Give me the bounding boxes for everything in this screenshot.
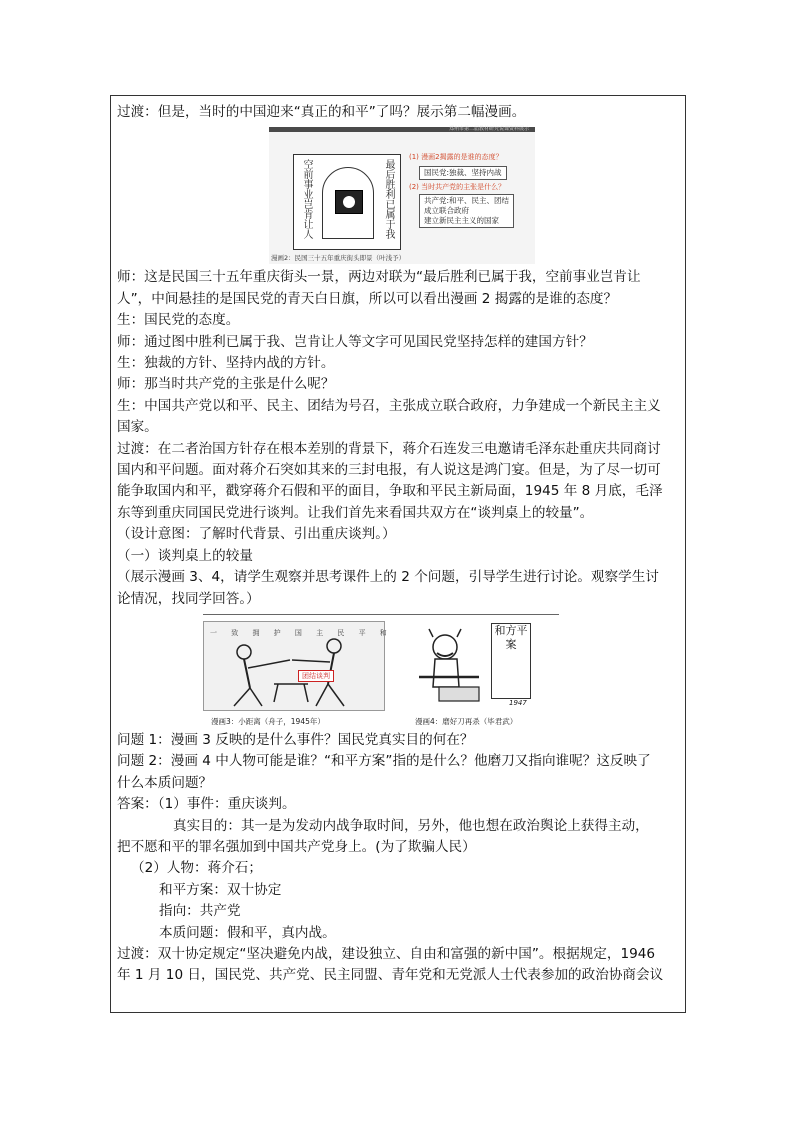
- slide-header: 郑州市第二届教材研究说课资料展示: [448, 126, 529, 133]
- text-line: 生：中国共产党以和平、民主、团结为号召，主张成立联合政府，力争建成一个新民主主义: [117, 397, 661, 414]
- text-line: 真实目的：其一是为发动内战争取时间，另外，他也想在政治舆论上获得主动，: [173, 817, 649, 834]
- answer-2-line: 成立联合政府: [424, 206, 469, 216]
- flag-icon: [335, 190, 363, 214]
- text-line: 和平方案：双十协定: [159, 881, 282, 898]
- gate-illustration: [293, 154, 401, 250]
- text-line: 问题 2：漫画 4 中人物可能是谁？“和平方案”指的是什么？他磨刀又指向谁呢？这反映了: [117, 753, 651, 770]
- text-line: 生：国民党的态度。: [117, 312, 240, 329]
- question-1: (1) 漫画2揭露的是谁的态度？: [409, 153, 503, 162]
- text-line: （设计意图：了解时代背景、引出重庆谈判。）: [117, 526, 396, 543]
- cartoon-2-caption: 漫画2：民国三十五年重庆街头即景（叶浅予）: [271, 254, 406, 263]
- text-line: 什么本质问题？: [117, 774, 213, 791]
- couplet-left: 空前事业岂肯让人: [301, 159, 312, 240]
- text-line: 答案：（1）事件：重庆谈判。: [117, 796, 296, 813]
- cartoons-3-4-figure: [203, 614, 559, 727]
- gate-arch: [322, 167, 374, 239]
- text-line: 把不愿和平的罪名强加到中国共产党身上。(为了欺骗人民）: [117, 838, 476, 855]
- text-line: （2）人物：蒋介石；: [131, 860, 262, 877]
- text-line: （展示漫画 3、4，请学生观察并思考课件上的 2 个问题，引导学生进行讨论。观察学生讨: [117, 569, 659, 586]
- text-line: 论情况，找同学回答。）: [117, 590, 260, 607]
- text-line: 东等到重庆同国民党进行谈判。让我们首先来看国共双方在“谈判桌上的较量”。: [117, 504, 594, 521]
- text-line: 指向：共产党: [159, 903, 241, 920]
- cartoon-4-caption: 漫画4：磨好刀再杀（毕君武）: [415, 716, 518, 726]
- cartoon-3-tag: 团结谈判: [298, 670, 334, 682]
- answer-2-line: 共产党:和平、民主、团结: [424, 196, 510, 206]
- cartoon-3-banner: 一 致 拥 护 国 主 民 平 和: [210, 628, 393, 637]
- cartoon-3-caption: 漫画3：小距离（舟子，1945年）: [211, 716, 325, 726]
- lesson-content: [117, 102, 683, 987]
- text-line: 年 1 月 10 日，国民党、共产党、民主同盟、青年党和无党派人士代表参加的政治协商会议: [117, 967, 664, 984]
- text-line: 师：这是民国三十五年重庆街头一景，两边对联为“最后胜利已属于我，空前事业岂肯让: [117, 269, 641, 286]
- text-line: 问题 1：漫画 3 反映的是什么事件？国民党真实目的何在？: [117, 731, 474, 748]
- text-line: 本质问题：假和平，真内战。: [159, 924, 336, 941]
- lesson-plan-table-cell: [110, 95, 686, 1013]
- text-line: 师：那当时共产党的主张是什么呢？: [117, 376, 335, 393]
- text-line: 人”，中间悬挂的是国民党的青天白日旗，所以可以看出漫画 2 揭露的是谁的态度？: [117, 290, 618, 307]
- text-line: 能争取国内和平，戳穿蒋介石假和平的面目，争取和平民主新局面，1945 年 8 月底，毛泽: [117, 483, 663, 500]
- cartoon-2-figure: [269, 127, 535, 264]
- answer-1-box: 国民党:独裁、坚持内战: [419, 166, 507, 180]
- peace-plan-sign: 和方平案: [491, 623, 531, 699]
- cartoon-4-year: 1947: [509, 698, 527, 707]
- couplet-right: 最后胜利已属于我: [383, 159, 394, 240]
- handshake-illustration: [204, 622, 384, 710]
- text-line: 生：独裁的方针、坚持内战的方针。: [117, 355, 335, 372]
- text-line: 师：通过图中胜利已属于我、岂肯让人等文字可见国民党坚持怎样的建国方针？: [117, 333, 593, 350]
- text-line: 过渡：在二者治国方针存在根本差别的背景下，蒋介石连发三电邀请毛泽东赴重庆共同商讨: [117, 440, 661, 457]
- text-line: （一）谈判桌上的较量: [117, 547, 253, 564]
- text-line: 过渡：但是，当时的中国迎来“真正的和平”了吗？展示第二幅漫画。: [117, 104, 526, 120]
- text-line: 国内和平问题。面对蒋介石突如其来的三封电报，有人说这是鸿门宴。但是，为了尽一切可: [117, 462, 661, 479]
- cartoon-3-image: [203, 621, 393, 711]
- text-line: 国家。: [117, 419, 158, 436]
- answer-2-box: [419, 194, 514, 228]
- cartoon-4-image: [409, 621, 539, 709]
- text-line: 过渡：双十协定规定“坚决避免内战，建设独立、自由和富强的新中国”。根据规定，1946: [117, 945, 656, 962]
- answer-2-line: 建立新民主主义的国家: [424, 216, 499, 226]
- question-2: (2) 当时共产党的主张是什么？: [409, 183, 506, 192]
